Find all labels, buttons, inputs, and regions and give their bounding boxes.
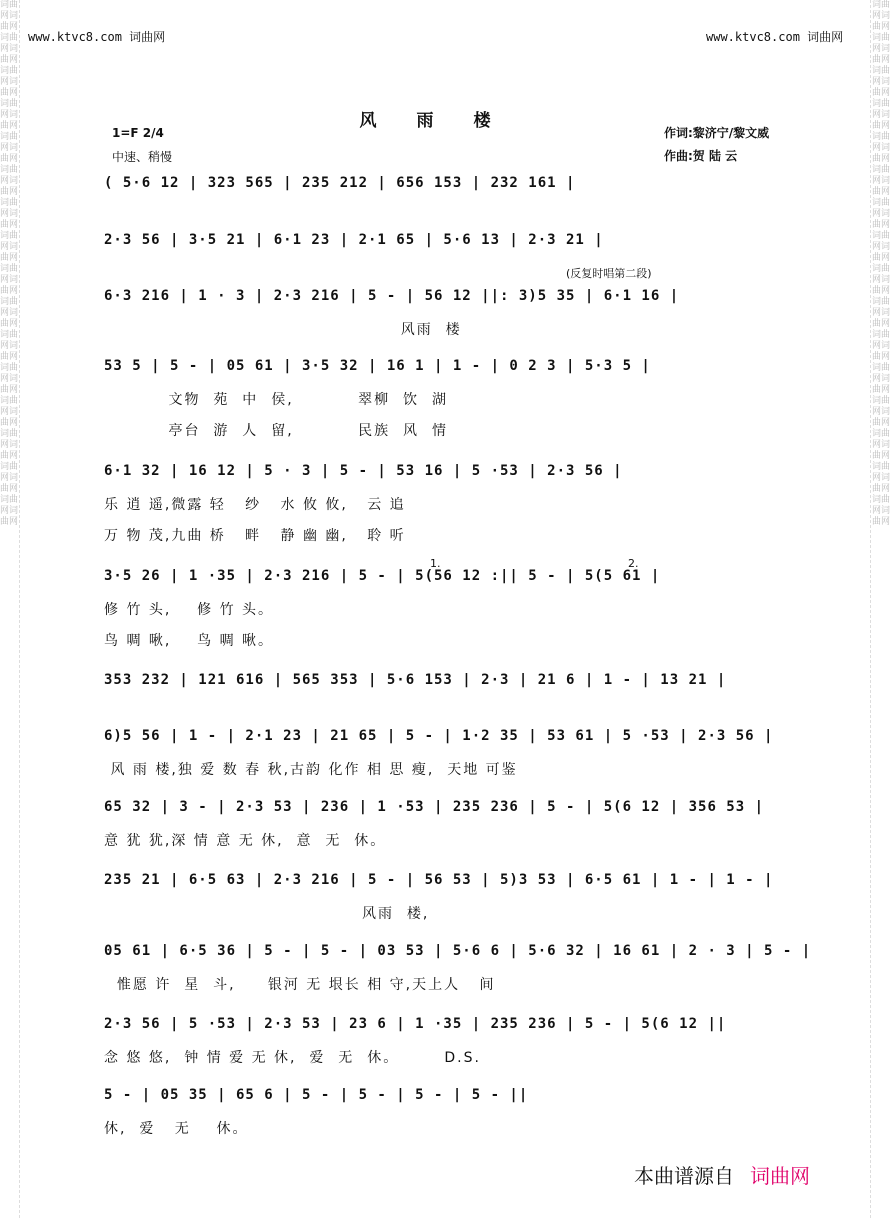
- lyric-line: 惟愿 许 星 斗, 银河 无 垠长 相 守,天上人 间: [104, 977, 496, 993]
- first-ending-mark: 1.: [430, 557, 441, 570]
- right-watermark-strip: 词曲网词曲网词曲网词曲网词曲网词曲网词曲网词曲网词曲网词曲网词曲网词曲网词曲网词曲网词曲网词曲网词曲网词曲网词曲网词曲网词曲网词曲网词曲网词曲网词曲网词曲网词曲网词曲网词曲网词曲网词曲网词曲网: [872, 0, 890, 527]
- lyric-line: 意 犹 犹,深 情 意 无 休, 意 无 休。: [104, 833, 387, 849]
- notation-row: 2·3 56 | 5 ·53 | 2·3 53 | 23 6 | 1 ·35 | 235 236 | 5 - | 5(6 12 ||: [104, 1016, 727, 1032]
- lyric-line: 风雨 楼: [104, 322, 462, 338]
- song-title: 风雨楼: [359, 111, 531, 131]
- notation-row: 3·5 26 | 1 ·35 | 2·3 216 | 5 - | 5(56 12 :|| 5 - | 5(5 61 |: [104, 568, 661, 584]
- notation-row: 5 - | 05 35 | 65 6 | 5 - | 5 - | 5 - | 5 - ||: [104, 1087, 529, 1103]
- notation-row: 6·3 216 | 1 · 3 | 2·3 216 | 5 - | 56 12 ||: 3)5 35 | 6·1 16 |: [104, 288, 680, 304]
- notation-row: 53 5 | 5 - | 05 61 | 3·5 32 | 16 1 | 1 - | 0 2 3 | 5·3 5 |: [104, 358, 651, 374]
- lyric-line: 念 悠 悠, 钟 情 爱 无 休, 爱 无 休。 D.S.: [104, 1050, 481, 1066]
- notation-row: ( 5·6 12 | 323 565 | 235 212 | 656 153 | 232 161 |: [104, 175, 576, 191]
- notation-row: 05 61 | 6·5 36 | 5 - | 5 - | 03 53 | 5·6 6 | 5·6 32 | 16 61 | 2 · 3 | 5 - |: [104, 943, 812, 959]
- footer-brand: 词曲网: [750, 1164, 810, 1188]
- lyric-line: 鸟 啁 啾, 鸟 啁 啾。: [104, 633, 275, 649]
- left-watermark-strip: 词曲网词曲网词曲网词曲网词曲网词曲网词曲网词曲网词曲网词曲网词曲网词曲网词曲网词曲网词曲网词曲网词曲网词曲网词曲网词曲网词曲网词曲网词曲网词曲网词曲网词曲网词曲网词曲网词曲网词曲网词曲网词曲网: [0, 0, 19, 527]
- left-border-line: [19, 0, 20, 1218]
- lyric-line: 风雨 楼,: [104, 906, 430, 922]
- second-ending-mark: 2.: [628, 557, 639, 570]
- repeat-note: (反复时唱第二段): [566, 267, 652, 280]
- lyric-line: 修 竹 头, 修 竹 头。: [104, 602, 275, 618]
- lyric-line: 文物 苑 中 侯, 翠柳 饮 湖: [104, 392, 448, 408]
- key-signature: 1=F 2/4: [112, 126, 164, 140]
- lyric-line: 风 雨 楼,独 爱 数 春 秋,古韵 化作 相 思 瘦, 天地 可鉴: [104, 762, 518, 778]
- lyric-line: 万 物 茂,九曲 桥 畔 静 幽 幽, 聆 听: [104, 528, 406, 544]
- tempo-marking: 中速、稍慢: [112, 150, 173, 164]
- notation-row: 353 232 | 121 616 | 565 353 | 5·6 153 | 2·3 | 21 6 | 1 - | 13 21 |: [104, 672, 727, 688]
- notation-row: 2·3 56 | 3·5 21 | 6·1 23 | 2·1 65 | 5·6 13 | 2·3 21 |: [104, 232, 604, 248]
- footer-credit: [634, 1160, 810, 1189]
- notation-row: 6)5 56 | 1 - | 2·1 23 | 21 65 | 5 - | 1·2 35 | 53 61 | 5 ·53 | 2·3 56 |: [104, 728, 774, 744]
- composer-credit: 作曲:贺 陆 云: [664, 149, 738, 163]
- footer-source-label: 本曲谱源自: [634, 1164, 734, 1188]
- right-site-url: www.ktvc8.com 词曲网: [706, 30, 844, 44]
- lyric-line: 休, 爱 无 休。: [104, 1121, 249, 1137]
- right-border-line: [870, 0, 871, 1218]
- lyric-line: 乐 逍 遥,微露 轻 纱 水 攸 攸, 云 追: [104, 497, 406, 513]
- lyricist-credit: 作词:黎济宁/黎文威: [664, 126, 770, 140]
- notation-row: 65 32 | 3 - | 2·3 53 | 236 | 1 ·53 | 235 236 | 5 - | 5(6 12 | 356 53 |: [104, 799, 765, 815]
- lyric-line: 亭台 游 人 留, 民族 风 情: [104, 423, 448, 439]
- notation-row: 6·1 32 | 16 12 | 5 · 3 | 5 - | 53 16 | 5 ·53 | 2·3 56 |: [104, 463, 623, 479]
- notation-row: 235 21 | 6·5 63 | 2·3 216 | 5 - | 56 53 | 5)3 53 | 6·5 61 | 1 - | 1 - |: [104, 872, 774, 888]
- left-site-url: www.ktvc8.com 词曲网: [28, 30, 166, 44]
